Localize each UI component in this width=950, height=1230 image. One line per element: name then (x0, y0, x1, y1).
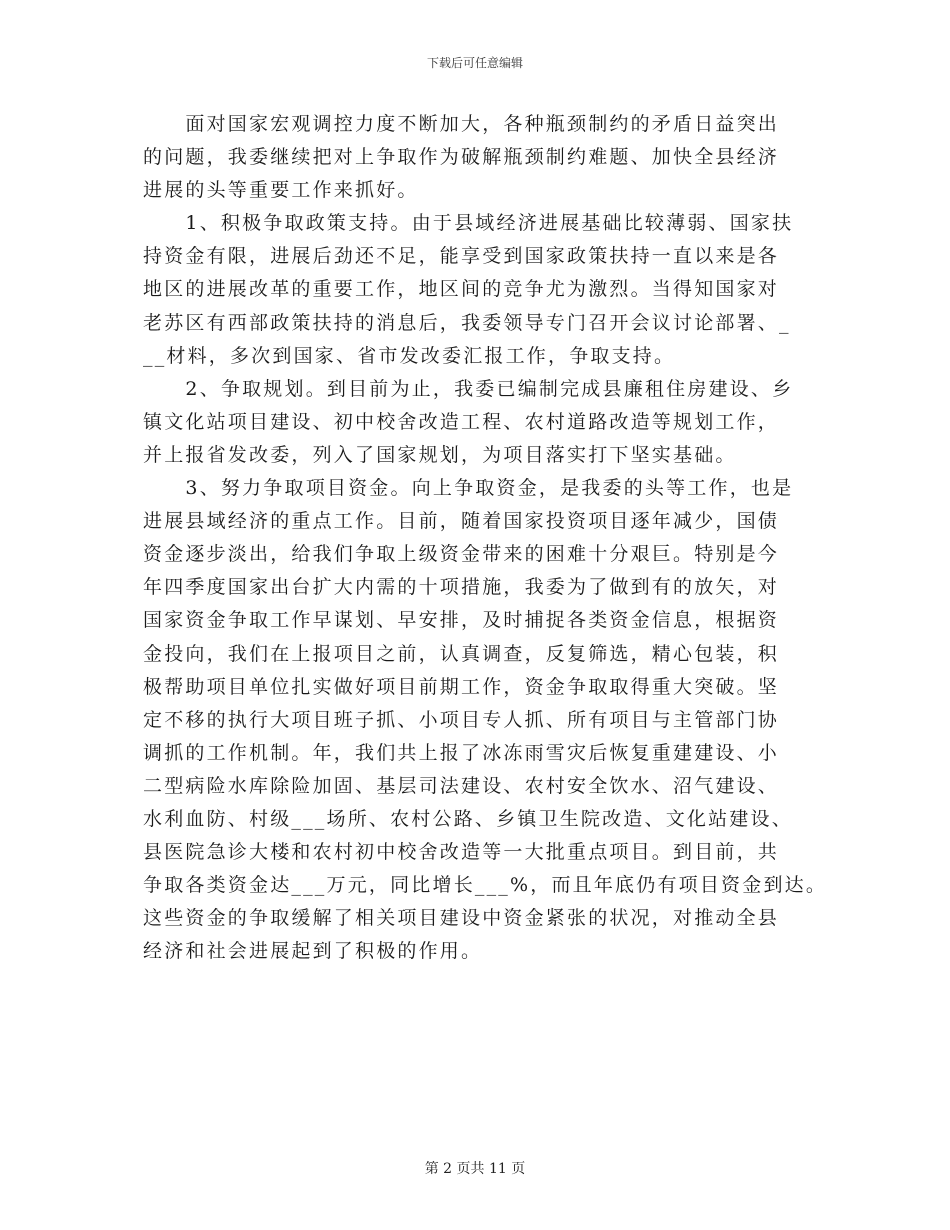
paragraph-project-funds (143, 472, 828, 968)
text-line: 定不移的执行大项目班子抓、小项目专人抓、所有项目与主管部门协 (143, 708, 780, 731)
text-line: __材料，多次到国家、省市发改委汇报工作，争取支持。 (143, 344, 676, 367)
text-line: 县医院急诊大楼和农村初中校舍改造等一大批重点项目。到目前，共 (143, 841, 780, 864)
text-line: 1、积极争取政策支持。由于县域经济进展基础比较薄弱、国家扶 (143, 212, 794, 235)
text-line: 面对国家宏观调控力度不断加大，各种瓶颈制约的矛盾日益突出 (143, 113, 780, 135)
text-line: 争取各类资金达___万元，同比增长___%，而且年底仍有项目资金到达。 (143, 874, 828, 897)
text-line: 水利血防、村级___场所、农村公路、乡镇卫生院改造、文化站建设、 (143, 807, 793, 830)
paragraph-planning (143, 373, 823, 472)
text-line: 持资金有限，进展后劲还不足，能享受到国家政策扶持一直以来是各 (143, 245, 780, 268)
text-line: 二型病险水库除险加固、基层司法建设、农村安全饮水、沼气建设、 (143, 774, 780, 797)
text-line: 镇文化站项目建设、初中校舍改造工程、农村道路改造等规划工作， (143, 410, 780, 433)
text-line: 经济和社会进展起到了积极的作用。 (143, 940, 483, 963)
text-line: 2、争取规划。到目前为止，我委已编制完成县廉租住房建设、乡 (143, 377, 794, 400)
text-line: 地区的进展改革的重要工作，地区间的竞争尤为激烈。当得知国家对 (143, 278, 780, 301)
text-line: 并上报省发改委，列入了国家规划，为项目落实打下坚实基础。 (143, 443, 737, 466)
text-line: 进展的头等重要工作来抓好。 (143, 179, 419, 202)
text-line: 国家资金争取工作早谋划、早安排，及时捕捉各类资金信息，根据资 (143, 609, 780, 632)
text-line: 年四季度国家出台扩大内需的十项措施，我委为了做到有的放矢，对 (143, 576, 780, 599)
document-body (143, 108, 828, 968)
paragraph-intro (143, 108, 823, 207)
page-number: 第 2 页共 11 页 (424, 1161, 526, 1177)
text-line: 3、努力争取项目资金。向上争取资金，是我委的头等工作，也是 (143, 477, 794, 500)
text-line: 极帮助项目单位扎实做好项目前期工作，资金争取取得重大突破。坚 (143, 675, 780, 698)
text-line: 金投向，我们在上报项目之前，认真调查，反复筛选，精心包装，积 (143, 642, 780, 665)
text-line: 调抓的工作机制。年，我们共上报了冰冻雨雪灾后恢复重建建设、小 (143, 741, 780, 764)
paragraph-policy-support (143, 207, 823, 372)
page-header: 下载后可任意编辑 (426, 56, 523, 70)
text-line: 资金逐步淡出，给我们争取上级资金带来的困难十分艰巨。特别是今 (143, 543, 780, 566)
text-line: 的问题，我委继续把对上争取作为破解瓶颈制约难题、加快全县经济 (143, 146, 780, 169)
text-line: 老苏区有西部政策扶持的消息后，我委领导专门召开会议讨论部署、_ (143, 311, 791, 334)
text-line: 进展县域经济的重点工作。目前，随着国家投资项目逐年减少，国债 (143, 510, 780, 533)
text-line: 这些资金的争取缓解了相关项目建设中资金紧张的状况，对推动全县 (143, 907, 780, 930)
